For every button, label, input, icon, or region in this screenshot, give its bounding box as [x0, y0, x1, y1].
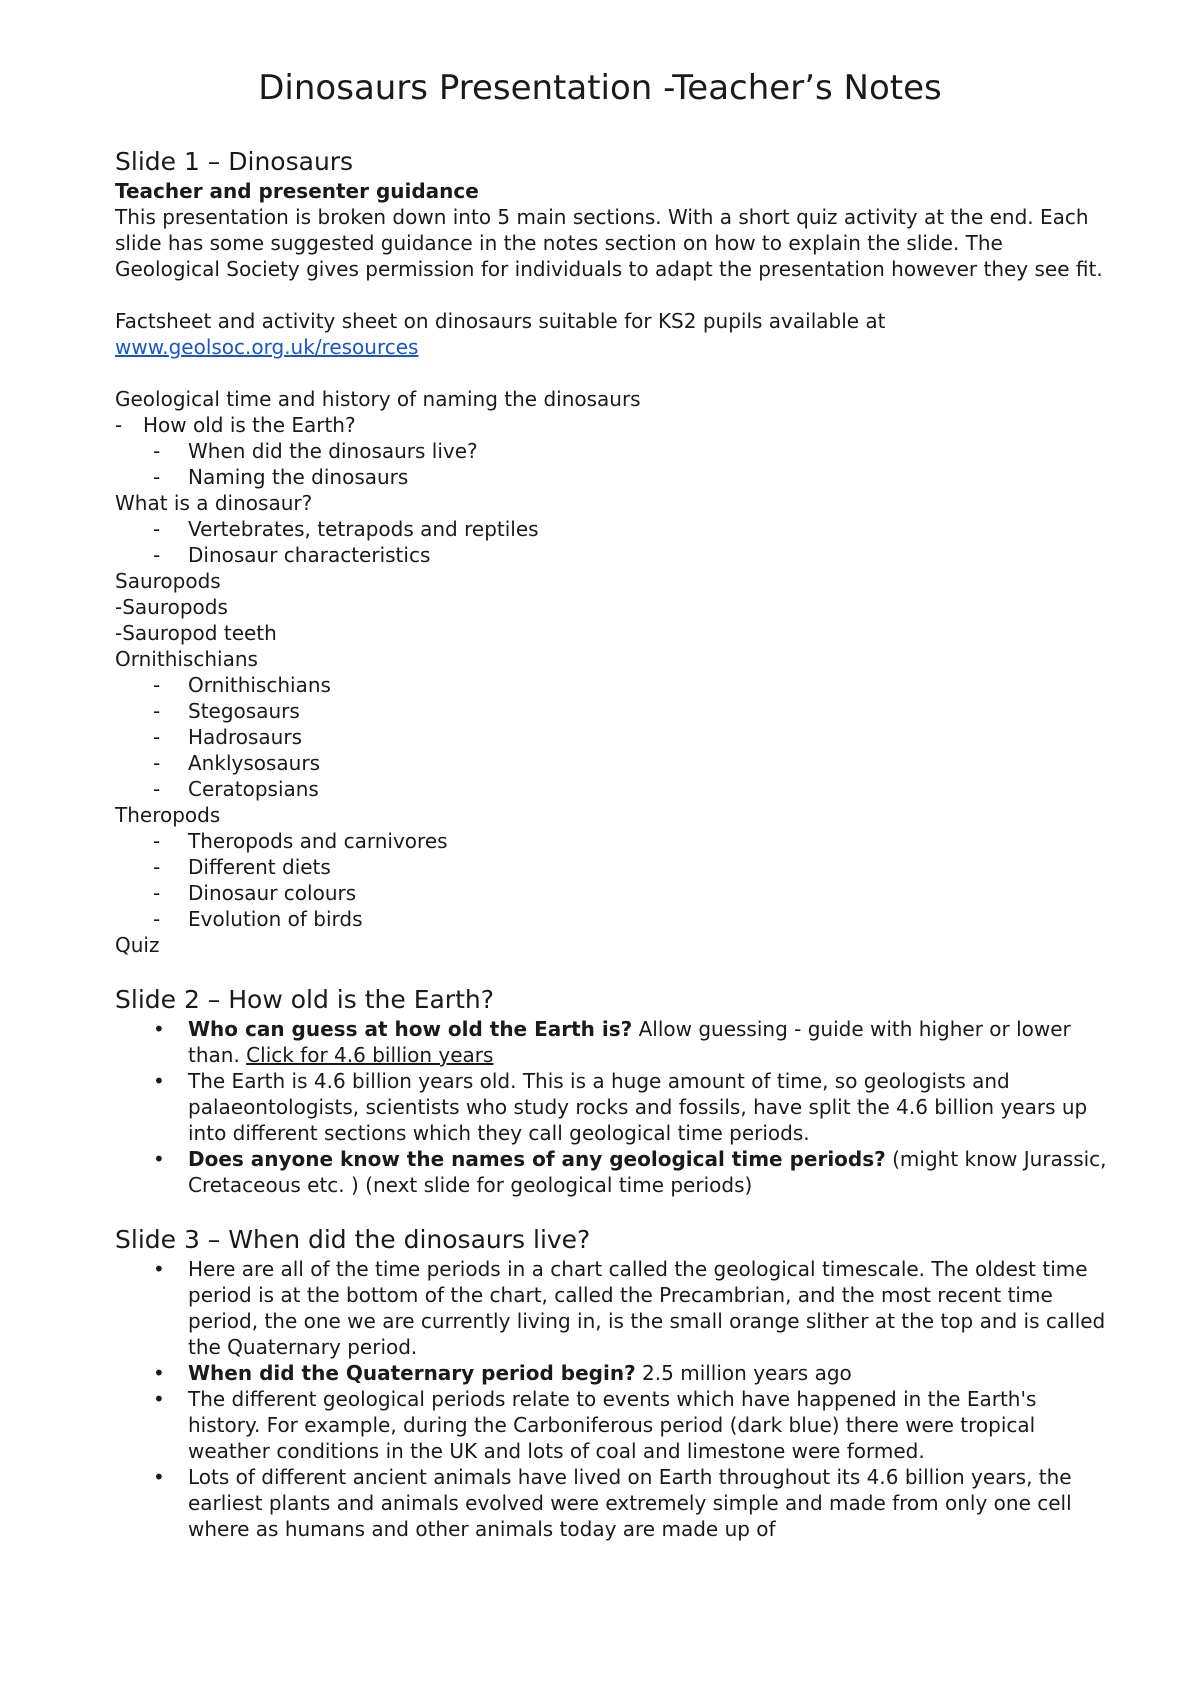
question-text: Does anyone know the names of any geological time periods? — [188, 1147, 886, 1171]
list-item: - Different diets — [115, 854, 1110, 880]
slide-3-bullets — [115, 1256, 1110, 1542]
list-item: - Naming the dinosaurs — [115, 464, 1110, 490]
bullet-text: 2.5 million years ago — [635, 1361, 852, 1385]
bullet-text: Allow guessing - guide with higher or lower than. — [188, 1017, 1071, 1067]
resources-link[interactable]: www.geolsoc.org.uk/resources — [115, 335, 419, 359]
slide-1-subheading: Teacher and presenter guidance — [115, 179, 479, 203]
slide-1-intro: This presentation is broken down into 5 main sections. With a short quiz activity at the end. Each slide has some suggested guidance in the notes section on how to explain the slide. The Geological Society gives permission for individuals to adapt the presentation however they see fit. — [115, 205, 1103, 281]
bullet-text: (might know Jurassic, Cretaceous etc. ) (next slide for geological time periods) — [188, 1147, 1107, 1197]
list-item: - How old is the Earth? — [115, 412, 1110, 438]
bullet-item — [115, 1360, 1110, 1386]
bullet-item — [115, 1016, 1110, 1068]
list-item: - Hadrosaurs — [115, 724, 1110, 750]
slide-1-section — [115, 146, 1110, 958]
list-item: - Ceratopsians — [115, 776, 1110, 802]
outline-heading: Geological time and history of naming the dinosaurs — [115, 387, 641, 411]
document-title: Dinosaurs Presentation -Teacher’s Notes — [258, 68, 942, 108]
outline-heading: Theropods — [115, 803, 221, 827]
list-item: - Stegosaurs — [115, 698, 1110, 724]
spacer — [115, 282, 1110, 308]
list-item: - Ornithischians — [115, 672, 1110, 698]
outline-section-time — [115, 386, 1110, 490]
list-item: - Theropods and carnivores — [115, 828, 1110, 854]
outline-section-what-is — [115, 490, 1110, 568]
outline-section-theropods — [115, 802, 1110, 932]
slide-3-title: Slide 3 – When did the dinosaurs live? — [115, 1225, 591, 1254]
list-item: - Anklysosaurs — [115, 750, 1110, 776]
outline-list — [115, 828, 1110, 932]
slide-2-title: Slide 2 – How old is the Earth? — [115, 985, 495, 1014]
bullet-item: • Lots of different ancient animals have lived on Earth throughout its 4.6 billion years, the earliest plants and animals evolved were extremely simple and made from only one cell where as humans and other animals today are made up of — [115, 1464, 1110, 1542]
outline-section-sauropods — [115, 568, 1110, 646]
list-item: - Evolution of birds — [115, 906, 1110, 932]
outline-section-ornithischians — [115, 646, 1110, 802]
outline-heading: Sauropods — [115, 569, 221, 593]
list-item: - Dinosaur colours — [115, 880, 1110, 906]
bullet-item: • The Earth is 4.6 billion years old. This is a huge amount of time, so geologists and palaeontologists, scientists who study rocks and fossils, have split the 4.6 billion years up into different sections which they call geological time periods. — [115, 1068, 1110, 1146]
question-text: When did the Quaternary period begin? — [188, 1361, 636, 1385]
spacer — [115, 360, 1110, 386]
outline-list — [115, 672, 1110, 802]
outline-list — [115, 516, 1110, 568]
outline-heading: What is a dinosaur? — [115, 491, 313, 515]
question-text: Who can guess at how old the Earth is? — [188, 1017, 633, 1041]
factsheet-text: Factsheet and activity sheet on dinosaurs suitable for KS2 pupils available at — [115, 309, 886, 333]
bullet-item: • Here are all of the time periods in a chart called the geological timescale. The oldest time period is at the bottom of the chart, called the Precambrian, and the most recent time period, the one we are currently living in, is the small orange slither at the top and is called the Quaternary period. — [115, 1256, 1110, 1360]
list-item: -Sauropod teeth — [115, 621, 277, 645]
list-item: - Vertebrates, tetrapods and reptiles — [115, 516, 1110, 542]
list-item: - When did the dinosaurs live? — [115, 438, 1110, 464]
bullet-item: • The different geological periods relate to events which have happened in the Earth's history. For example, during the Carboniferous period (dark blue) there were tropical weather conditions in the UK and lots of coal and limestone were formed. — [115, 1386, 1110, 1464]
slide-2-section — [115, 984, 1110, 1198]
list-item: - Dinosaur characteristics — [115, 542, 1110, 568]
slide-3-section — [115, 1224, 1110, 1542]
factsheet-link-line — [115, 334, 1110, 360]
bullet-item — [115, 1146, 1110, 1198]
slide-2-bullets — [115, 1016, 1110, 1198]
click-instruction: Click for 4.6 billion years — [246, 1043, 494, 1067]
list-item: -Sauropods — [115, 595, 228, 619]
outline-heading-quiz: Quiz — [115, 933, 160, 957]
document-body — [115, 146, 1110, 1568]
slide-1-title: Slide 1 – Dinosaurs — [115, 147, 354, 176]
outline-list — [115, 438, 1110, 490]
outline-top-list — [115, 412, 1110, 438]
outline-heading: Ornithischians — [115, 647, 258, 671]
